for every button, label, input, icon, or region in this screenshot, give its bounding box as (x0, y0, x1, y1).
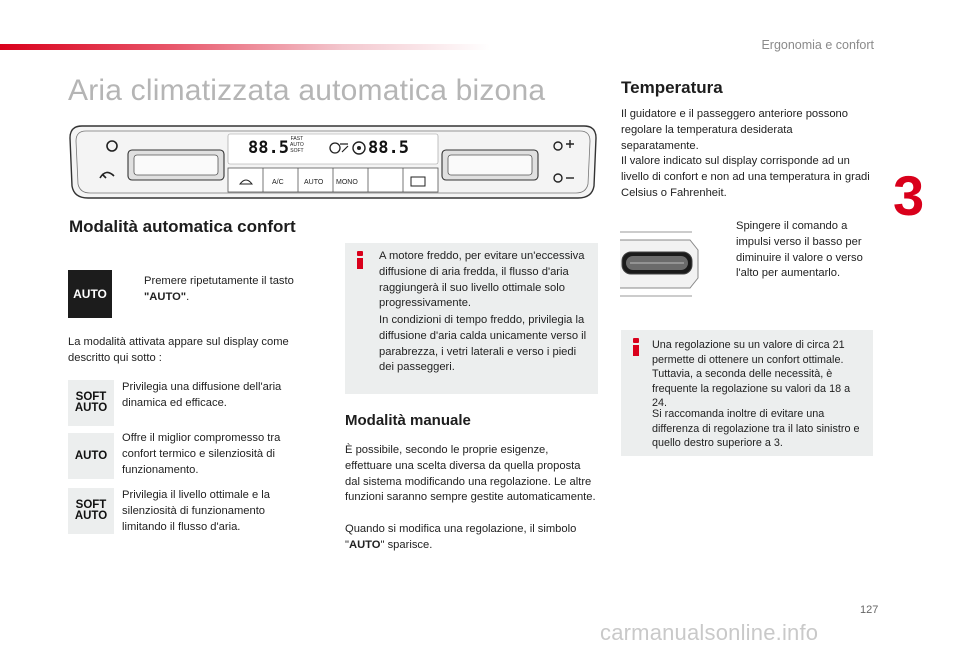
badge-line: AUTO (74, 449, 108, 462)
soft-auto-badge (68, 380, 114, 426)
mono-button: MONO (336, 179, 358, 186)
manual-text: Quando si modifica una regolazione, il simbolo " (345, 523, 577, 551)
temperature-paragraph: Il valore indicato sul display corrisponde ad un livello di confort e non ad una temperatura in gradi Celsius o Fahrenheit. (621, 155, 870, 199)
mode-indicator: AUTO (290, 142, 304, 148)
manual-paragraph-2 (345, 522, 597, 554)
temperature-heading: Temperatura (621, 78, 723, 97)
press-instruction (122, 274, 322, 306)
page-title: Aria climatizzata automatica bizona (68, 74, 546, 107)
watermark: carmanualsonline.info (600, 620, 819, 645)
press-text: Premere ripetutamente il tasto (144, 275, 294, 287)
info-icon (631, 338, 641, 356)
chapter-number: 3 (893, 164, 925, 227)
auto-mode-badge (68, 433, 114, 479)
mode-description: Privilegia il livello ottimale e la silenziosità di funzionamento limitando il flusso d'aria. (122, 489, 270, 533)
temperature-knob-illustration (620, 228, 712, 300)
push-text: Spingere il comando a impulsi verso il basso per diminuire il valore o verso l'alto per aumentarlo. (736, 220, 863, 280)
manual-paragraph: È possibile, secondo le proprie esigenze, effettuare una scelta diversa da quella proposta dal sistema modificando una regolazione. Le altre funzioni saranno sempre gestite automaticamente. (345, 444, 596, 504)
left-temp-display: 88.5 (248, 138, 289, 158)
press-end: . (186, 290, 190, 303)
mode-indicator: SOFT (290, 148, 304, 154)
info-text: In condizioni di tempo freddo, privilegia la diffusione d'aria calda unicamente verso il parabrezza, i vetri laterali e verso i piedi dei passeggeri. (379, 314, 587, 374)
mode-indicator: FAST (290, 136, 304, 142)
push-instruction (716, 219, 876, 282)
mode-description: Privilegia una diffusione dell'aria dinamica ed efficace. (122, 381, 282, 409)
badge-line: SOFT (75, 391, 107, 403)
badge-line: SOFT (75, 499, 107, 511)
page-number: 127 (860, 604, 879, 616)
header-accent-bar (0, 44, 490, 50)
badge-line: AUTO (74, 402, 108, 414)
mode-indicator-list (290, 136, 304, 154)
right-temp-display: 88.5 (368, 138, 409, 158)
auto-keyword: AUTO (348, 538, 381, 551)
manual-heading: Modalità manuale (345, 412, 471, 429)
info-text: Si raccomanda inoltre di evitare una differenza di regolazione tra il lato sinistro e quello destro superiore a 3. (652, 408, 860, 450)
badge-line: AUTO (74, 510, 108, 522)
cold-engine-info-box (345, 243, 598, 394)
section-header: Ergonomia e confort (761, 38, 874, 52)
info-text: Una regolazione su un valore di circa 21 permette di ottenere un confort ottimale. Tuttavia, a seconda delle necessità, è frequente la regolazione su valori da 18 a 24. (652, 339, 851, 410)
info-icon (355, 251, 365, 269)
soft-auto-badge (68, 488, 114, 534)
auto-button: AUTO (304, 179, 324, 186)
mode-description: Offre il miglior compromesso tra confort termico e silenziosità di funzionamento. (122, 432, 281, 476)
info-text: A motore freddo, per evitare un'eccessiva diffusione di aria fredda, il flusso d'aria raggiungerà il suo livello ottimale solo progressivamente. (379, 250, 585, 310)
press-key: "AUTO" (144, 290, 187, 303)
auto-badge: AUTO (68, 270, 112, 318)
manual-text: " sparisce. (380, 538, 433, 551)
climate-control-panel-illustration (68, 124, 598, 202)
temperature-info-box (621, 330, 873, 456)
auto-comfort-heading: Modalità automatica confort (69, 217, 296, 236)
display-intro: La modalità attivata appare sul display come descritto qui sotto : (68, 336, 289, 364)
ac-button: A/C (272, 179, 284, 186)
temperature-paragraph: Il guidatore e il passeggero anteriore possono regolare la temperatura desiderata separatamente. (621, 108, 849, 152)
